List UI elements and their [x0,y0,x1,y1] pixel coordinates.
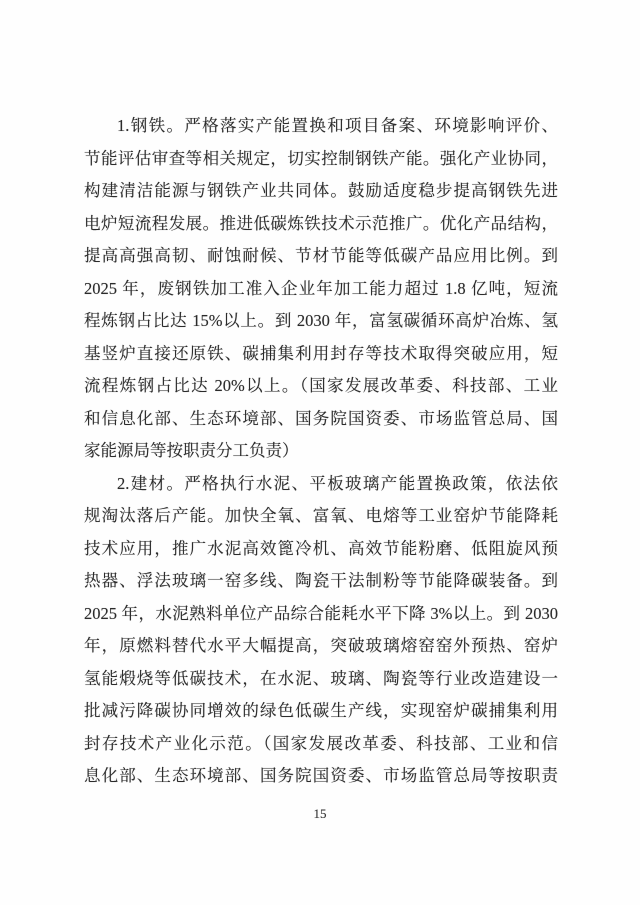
text-line: 2.建材。严格执行水泥、平板玻璃产能置换政策，依法依 [117,473,558,493]
text-line: 程炼钢占比达 15%以上。到 2030 年，富氢碳循环高炉冶炼、氢 [84,311,558,330]
text-line: 1.钢铁。严格落实产能置换和项目备案、环境影响评价、 [117,116,558,135]
text-line: 封存技术产业化示范。（国家发展改革委、科技部、工业和信 [84,733,558,753]
text-line: 批减污降碳协同增效的绿色低碳生产线，实现窑炉碳捕集利用 [84,701,558,720]
text-line: 氢能煅烧等低碳技术，在水泥、玻璃、陶瓷等行业改造建设一 [84,668,558,688]
text-line: 家能源局等按职责分工负责） [84,441,299,460]
text-line: 年，原燃料替代水平大幅提高，突破玻璃熔窑窑外预热、窑炉 [84,636,558,655]
text-line: 2025 年，水泥熟料单位产品综合能耗水平下降 3%以上。到 2030 [84,603,558,623]
page-number: 15 [313,806,327,821]
text-line: 构建清洁能源与钢铁产业共同体。鼓励适度稳步提高钢铁先进 [84,181,558,200]
text-line: 节能评估审查等相关规定，切实控制钢铁产能。强化产业协同， [84,148,558,168]
text-line: 流程炼钢占比达 20%以上。（国家发展改革委、科技部、工业 [84,376,558,395]
text-line: 息化部、生态环境部、国务院国资委、市场监管总局等按职责 [84,766,558,785]
document-body [84,110,558,793]
text-line: 电炉短流程发展。推进低碳炼铁技术示范推广。优化产品结构， [84,213,558,233]
paragraph-steel [84,110,558,468]
text-line: 热器、浮法玻璃一窑多线、陶瓷干法制粉等节能降碳装备。到 [84,571,558,590]
text-line: 2025 年，废钢铁加工准入企业年加工能力超过 1.8 亿吨，短流 [84,278,558,298]
text-line: 提高高强高韧、耐蚀耐候、节材节能等低碳产品应用比例。到 [84,246,558,265]
text-line: 基竖炉直接还原铁、碳捕集利用封存等技术取得突破应用，短 [84,343,558,363]
text-line: 技术应用，推广水泥高效篦冷机、高效节能粉磨、低阻旋风预 [84,538,558,558]
text-line: 和信息化部、生态环境部、国务院国资委、市场监管总局、国 [84,408,558,428]
paragraph-building-materials [84,468,558,793]
text-line: 规淘汰落后产能。加快全氧、富氧、电熔等工业窑炉节能降耗 [84,506,558,525]
